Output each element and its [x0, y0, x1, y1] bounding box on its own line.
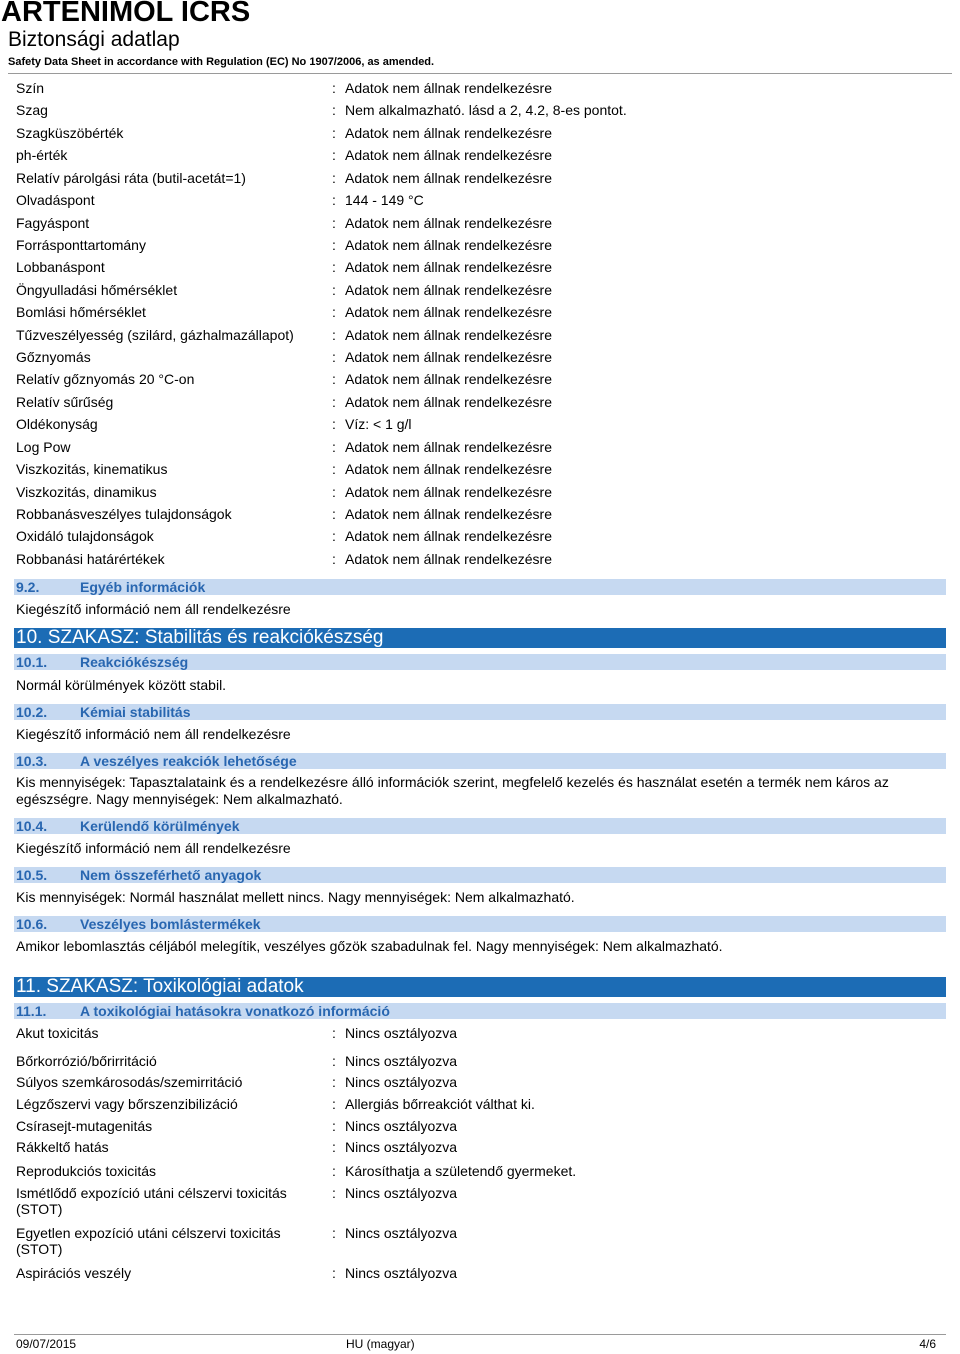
product-name: ARTENIMOL ICRS: [1, 0, 251, 28]
subsection-title: Veszélyes bomlástermékek: [80, 916, 261, 932]
property-label: Bomlási hőmérséklet: [16, 304, 146, 321]
property-value: Nem alkalmazható. lásd a 2, 4.2, 8-es pontot.: [345, 102, 627, 119]
subsection-title: Egyéb információk: [80, 579, 206, 595]
property-row: [0, 368, 960, 390]
property-separator: :: [332, 528, 336, 545]
property-label: Relatív párolgási ráta (butil-acetát=1): [16, 169, 246, 186]
property-label: Oxidáló tulajdonságok: [16, 528, 154, 545]
property-separator: :: [332, 147, 336, 164]
property-separator: :: [332, 80, 336, 96]
toxicity-row: [0, 1185, 960, 1217]
header-divider: [8, 73, 952, 74]
property-row: [0, 144, 960, 166]
property-label: Log Pow: [16, 438, 71, 455]
subsection-number: 10.6.: [16, 916, 48, 932]
footer-divider: [14, 1334, 946, 1335]
section-header-11: [14, 977, 946, 997]
property-value: Adatok nem állnak rendelkezésre: [345, 169, 553, 186]
property-value: Adatok nem állnak rendelkezésre: [345, 281, 553, 298]
property-value: Víz: < 1 g/l: [345, 416, 412, 433]
toxicity-label: Egyetlen expozíció utáni célszervi toxicitás (STOT): [16, 1225, 281, 1257]
property-row: [0, 548, 960, 570]
toxicity-value: Nincs osztályozva: [345, 1074, 458, 1090]
property-value: Adatok nem állnak rendelkezésre: [345, 371, 553, 388]
physical-properties-table: [0, 77, 960, 570]
toxicity-value: Nincs osztályozva: [345, 1139, 458, 1155]
toxicity-separator: :: [332, 1139, 336, 1155]
property-separator: :: [332, 259, 336, 276]
property-label: Viszkozitás, kinematikus: [16, 461, 168, 478]
property-label: Oldékonyság: [16, 416, 98, 433]
toxicity-value: Allergiás bőrreakciót válthat ki.: [345, 1096, 535, 1112]
property-separator: :: [332, 371, 336, 388]
toxicity-row: [0, 1095, 960, 1113]
toxicity-separator: :: [332, 1025, 336, 1041]
property-separator: :: [332, 506, 336, 523]
property-value: Adatok nem állnak rendelkezésre: [345, 304, 553, 321]
property-value: Adatok nem állnak rendelkezésre: [345, 147, 553, 164]
property-row: [0, 234, 960, 256]
subsection-text: Kiegészítő információ nem áll rendelkezésre: [16, 601, 291, 617]
toxicity-value: Nincs osztályozva: [345, 1265, 458, 1281]
property-value: Adatok nem állnak rendelkezésre: [345, 124, 553, 141]
property-row: [0, 481, 960, 503]
property-separator: :: [332, 169, 336, 186]
property-label: Robbanásveszélyes tulajdonságok: [16, 506, 232, 523]
property-value: 144 - 149 °C: [345, 192, 424, 209]
property-separator: :: [332, 236, 336, 253]
property-value: Adatok nem állnak rendelkezésre: [345, 393, 553, 410]
document-title: Biztonsági adatlap: [8, 28, 180, 51]
property-row: [0, 436, 960, 458]
subsection-text: Kiegészítő információ nem áll rendelkezésre: [16, 726, 291, 742]
footer-language: HU (magyar): [346, 1337, 415, 1351]
regulation-note: Safety Data Sheet in accordance with Regulation (EC) No 1907/2006, as amended.: [8, 56, 435, 68]
property-label: Olvadáspont: [16, 192, 95, 209]
property-label: Gőznyomás: [16, 349, 91, 366]
property-value: Adatok nem állnak rendelkezésre: [345, 214, 553, 231]
toxicity-row: [0, 1052, 960, 1070]
property-row: [0, 279, 960, 301]
property-separator: :: [332, 483, 336, 500]
subsection-text: Amikor lebomlasztás céljából melegítik, veszélyes gőzök szabadulnak fel. Nagy mennyiségek: Nem alkalmazható.: [16, 938, 723, 954]
toxicity-row: [0, 1073, 960, 1091]
property-separator: :: [332, 124, 336, 141]
toxicity-label: Reprodukciós toxicitás: [16, 1163, 157, 1179]
subsection-number: 10.5.: [16, 867, 48, 883]
subsection-title: A veszélyes reakciók lehetősége: [80, 753, 297, 769]
property-row: [0, 212, 960, 234]
property-row: [0, 77, 960, 99]
property-label: Robbanási határértékek: [16, 550, 165, 567]
property-row: [0, 324, 960, 346]
property-separator: :: [332, 393, 336, 410]
subsection-number: 9.2.: [16, 579, 40, 595]
property-row: [0, 525, 960, 547]
subsection-header-10-5: [14, 867, 946, 883]
footer-page-number: 4/6: [919, 1337, 936, 1351]
property-label: Relatív sűrűség: [16, 393, 114, 410]
toxicity-value: Nincs osztályozva: [345, 1185, 458, 1201]
property-separator: :: [332, 214, 336, 231]
property-value: Adatok nem állnak rendelkezésre: [345, 506, 553, 523]
property-value: Adatok nem állnak rendelkezésre: [345, 483, 553, 500]
property-row: [0, 301, 960, 323]
property-label: Szagküszöbérték: [16, 124, 124, 141]
section-title: 10. SZAKASZ: Stabilitás és reakciókészség: [16, 627, 384, 648]
toxicity-separator: :: [332, 1074, 336, 1090]
property-value: Adatok nem állnak rendelkezésre: [345, 550, 553, 567]
property-value: Adatok nem állnak rendelkezésre: [345, 259, 553, 276]
toxicity-row: [0, 1024, 960, 1042]
subsection-number: 10.3.: [16, 753, 48, 769]
subsection-text: Kiegészítő információ nem áll rendelkezésre: [16, 840, 291, 856]
property-separator: :: [332, 304, 336, 321]
property-value: Adatok nem állnak rendelkezésre: [345, 236, 553, 253]
toxicity-separator: :: [332, 1163, 336, 1179]
property-separator: :: [332, 192, 336, 209]
subsection-header-9-2: [14, 579, 946, 595]
toxicity-label: Aspirációs veszély: [16, 1265, 132, 1281]
subsection-header-10-3: [14, 753, 946, 769]
toxicity-row: [0, 1117, 960, 1135]
property-label: Tűzveszélyesség (szilárd, gázhalmazállapot): [16, 326, 294, 343]
toxicity-value: Nincs osztályozva: [345, 1118, 458, 1134]
subsection-text: Kis mennyiségek: Normál használat mellett nincs. Nagy mennyiségek: Nem alkalmazható.: [16, 889, 575, 905]
toxicity-label: Rákkeltő hatás: [16, 1139, 109, 1155]
subsection-text: Normál körülmények között stabil.: [16, 677, 227, 693]
property-value: Adatok nem állnak rendelkezésre: [345, 528, 553, 545]
subsection-header-11-1: [14, 1003, 946, 1019]
toxicity-label: Súlyos szemkárosodás/szemirritáció: [16, 1074, 243, 1090]
subsection-header-10-6: [14, 916, 946, 932]
section-title: 11. SZAKASZ: Toxikológiai adatok: [16, 976, 304, 997]
toxicity-separator: :: [332, 1265, 336, 1281]
toxicity-value: Nincs osztályozva: [345, 1053, 458, 1069]
property-value: Adatok nem állnak rendelkezésre: [345, 438, 553, 455]
property-row: [0, 413, 960, 435]
subsection-number: 11.1.: [16, 1003, 47, 1019]
property-separator: :: [332, 416, 336, 433]
property-label: Forrásponttartomány: [16, 236, 146, 253]
toxicity-label: Akut toxicitás: [16, 1025, 99, 1041]
toxicity-label: Ismétlődő expozíció utáni célszervi toxicitás (STOT): [16, 1185, 287, 1217]
footer-date: 09/07/2015: [16, 1337, 77, 1351]
property-value: Adatok nem állnak rendelkezésre: [345, 461, 553, 478]
property-row: [0, 256, 960, 278]
property-value: Adatok nem állnak rendelkezésre: [345, 326, 553, 343]
property-row: [0, 346, 960, 368]
toxicity-separator: :: [332, 1053, 336, 1069]
property-label: ph-érték: [16, 147, 68, 164]
property-row: [0, 99, 960, 121]
property-label: Öngyulladási hőmérséklet: [16, 281, 178, 298]
subsection-paragraph: Kis mennyiségek: Tapasztalataink és a rendelkezésre álló információk szerint, megfelelő kezelés és használat esetén a termék nem káros az egészségre. Nagy mennyiségek: Nem alkalmazható.: [16, 774, 889, 807]
property-separator: :: [332, 102, 336, 119]
property-value: Adatok nem állnak rendelkezésre: [345, 349, 553, 366]
property-separator: :: [332, 550, 336, 567]
property-separator: :: [332, 438, 336, 455]
toxicity-label: Bőrkorrózió/bőrirritáció: [16, 1053, 157, 1069]
property-separator: :: [332, 349, 336, 366]
property-row: [0, 122, 960, 144]
property-value: Adatok nem állnak rendelkezésre: [345, 80, 553, 96]
property-label: Lobbanáspont: [16, 259, 105, 276]
toxicity-label: Csírasejt-mutagenitás: [16, 1118, 153, 1134]
property-row: [0, 503, 960, 525]
toxicity-label: Légzőszervi vagy bőrszenzibilizáció: [16, 1096, 238, 1112]
property-label: Viszkozitás, dinamikus: [16, 483, 157, 500]
subsection-title: Kémiai stabilitás: [80, 704, 191, 720]
subsection-title: A toxikológiai hatásokra vonatkozó információ: [80, 1003, 390, 1019]
toxicity-separator: :: [332, 1096, 336, 1112]
subsection-header-10-4: [14, 818, 946, 834]
toxicity-value: Nincs osztályozva: [345, 1025, 458, 1041]
property-separator: :: [332, 281, 336, 298]
property-row: [0, 167, 960, 189]
subsection-number: 10.2.: [16, 704, 48, 720]
subsection-header-10-2: [14, 704, 946, 720]
property-row: [0, 391, 960, 413]
property-label: Fagyáspont: [16, 214, 90, 231]
toxicity-row: [0, 1264, 960, 1282]
subsection-header-10-1: [14, 654, 946, 670]
toxicity-row: [0, 1225, 960, 1257]
toxicity-separator: :: [332, 1185, 336, 1201]
subsection-number: 10.4.: [16, 818, 48, 834]
property-label: Szag: [16, 102, 48, 119]
subsection-title: Reakciókészség: [80, 654, 189, 670]
toxicity-value: Nincs osztályozva: [345, 1225, 458, 1241]
subsection-title: Nem összeférhető anyagok: [80, 867, 262, 883]
section-header-10: [14, 628, 946, 648]
toxicity-value: Károsíthatja a születendő gyermeket.: [345, 1163, 577, 1179]
property-label: Relatív gőznyomás 20 °C-on: [16, 371, 195, 388]
toxicity-separator: :: [332, 1225, 336, 1241]
property-separator: :: [332, 326, 336, 343]
property-separator: :: [332, 461, 336, 478]
subsection-number: 10.1.: [16, 654, 48, 670]
property-row: [0, 189, 960, 211]
subsection-title: Kerülendő körülmények: [80, 818, 240, 834]
toxicity-row: [0, 1162, 960, 1180]
toxicity-row: [0, 1138, 960, 1156]
property-label: Szín: [16, 80, 45, 96]
toxicity-separator: :: [332, 1118, 336, 1134]
property-row: [0, 458, 960, 480]
